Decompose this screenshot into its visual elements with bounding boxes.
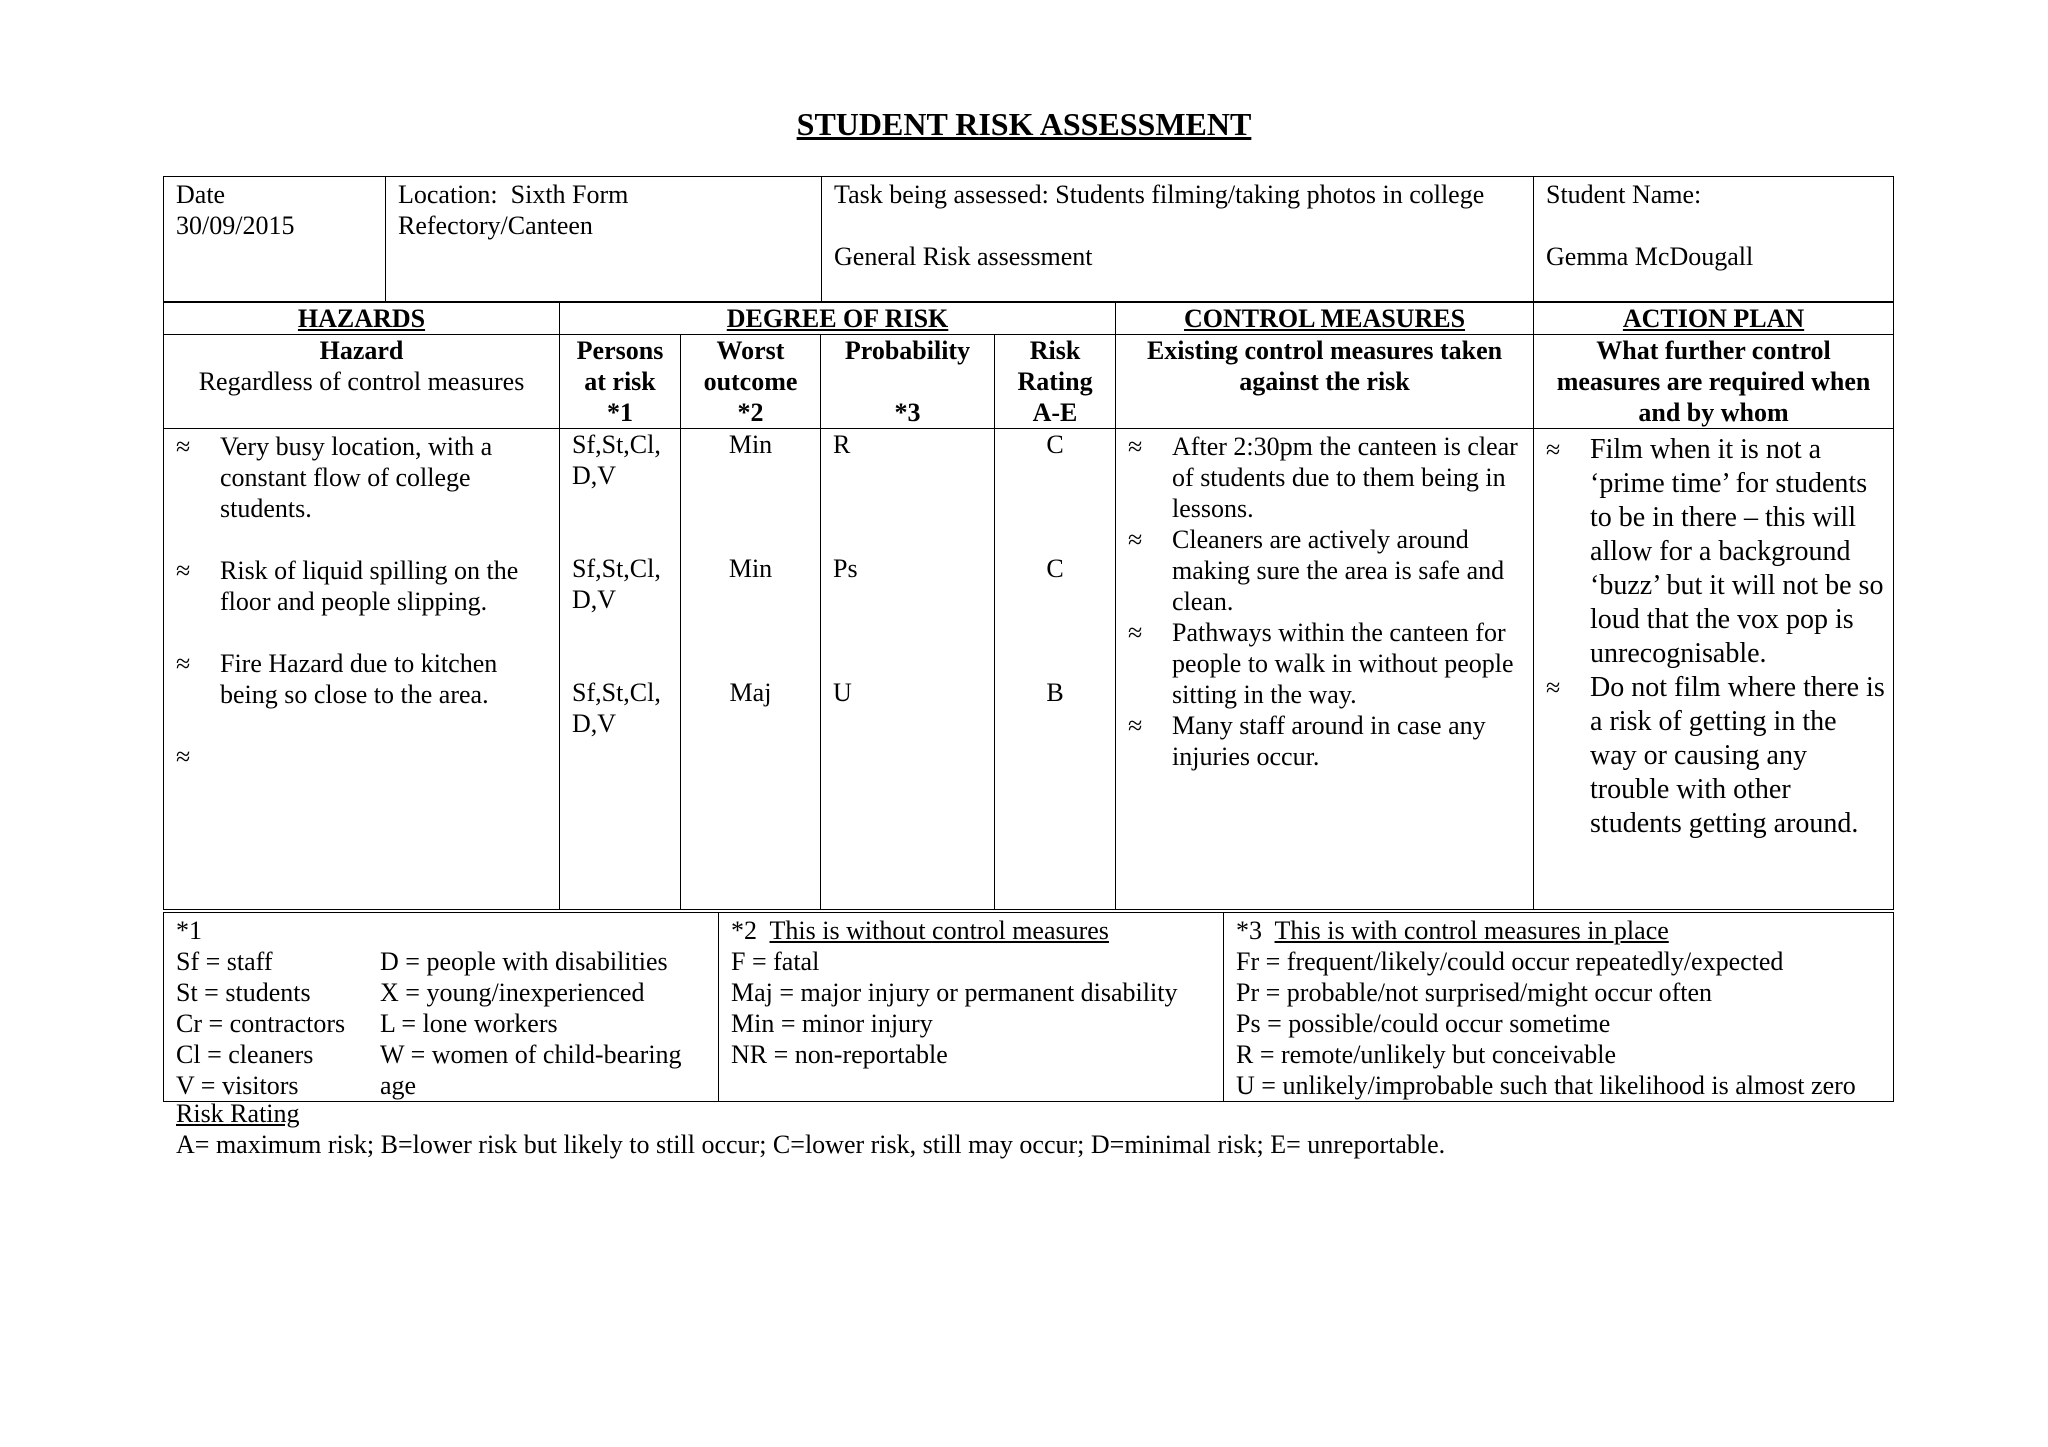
key1-item: W = women of child-bearing bbox=[380, 1040, 682, 1069]
location-label: Location: Sixth Form bbox=[398, 180, 629, 209]
col-hazard-sub: Regardless of control measures bbox=[198, 367, 525, 396]
section-degree-of-risk: DEGREE OF RISK bbox=[560, 303, 1116, 335]
col-worst-l3: *2 bbox=[737, 398, 764, 427]
key3-item: R = remote/unlikely but conceivable bbox=[1236, 1040, 1616, 1069]
key1-title: *1 bbox=[176, 916, 202, 945]
key2-item: F = fatal bbox=[731, 947, 820, 976]
page-title: STUDENT RISK ASSESSMENT bbox=[796, 106, 1252, 142]
bullet-icon: ≈ bbox=[176, 742, 191, 771]
bullet-icon: ≈ bbox=[1128, 618, 1143, 647]
key3-title: *3 bbox=[1236, 916, 1262, 945]
worst-value: Maj bbox=[729, 678, 772, 707]
control-item bbox=[1126, 617, 1525, 710]
worst-outcome-cell bbox=[681, 429, 821, 910]
section-hazards: HAZARDS bbox=[164, 303, 560, 335]
col-action-l3: and by whom bbox=[1638, 398, 1789, 427]
risk-rating-key bbox=[176, 1098, 1445, 1160]
risk-table bbox=[163, 302, 1894, 910]
col-control-l1: Existing control measures taken bbox=[1146, 336, 1503, 365]
student-value: Gemma McDougall bbox=[1546, 242, 1754, 271]
date-cell bbox=[164, 177, 386, 302]
col-probability bbox=[821, 335, 995, 429]
probability-value: U bbox=[833, 678, 852, 707]
key1-item: X = young/inexperienced bbox=[380, 978, 645, 1007]
control-text: Many staff around in case any injuries occur. bbox=[1172, 711, 1486, 771]
key1-item: V = visitors bbox=[176, 1071, 299, 1100]
col-persons-l3: *1 bbox=[607, 398, 633, 427]
probability-cell bbox=[821, 429, 995, 910]
bullet-icon: ≈ bbox=[176, 556, 191, 585]
worst-value: Min bbox=[728, 430, 773, 459]
key3-item: Ps = possible/could occur sometime bbox=[1236, 1009, 1611, 1038]
persons-value: Sf,St,Cl, D,V bbox=[572, 678, 661, 738]
hazard-list bbox=[164, 429, 560, 910]
key-persons bbox=[164, 913, 719, 1102]
persons-value: Sf,St,Cl, D,V bbox=[572, 430, 661, 490]
action-item bbox=[1544, 433, 1885, 671]
task-cell bbox=[822, 177, 1534, 302]
key2-item: Min = minor injury bbox=[731, 1009, 933, 1038]
info-table bbox=[163, 176, 1894, 302]
persons-value: Sf,St,Cl, D,V bbox=[572, 554, 661, 614]
control-item bbox=[1126, 431, 1525, 524]
risk-rating-cell bbox=[995, 429, 1116, 910]
bullet-icon: ≈ bbox=[1546, 435, 1561, 464]
control-text: Cleaners are actively around making sure the area is safe and clean. bbox=[1172, 525, 1505, 616]
section-action-plan: ACTION PLAN bbox=[1534, 303, 1894, 335]
key1-item: Sf = staff bbox=[176, 947, 273, 976]
control-text: Pathways within the canteen for people to walk in without people sitting in the way. bbox=[1172, 618, 1514, 709]
action-text: Do not film where there is a risk of getting in the way or causing any trouble with other students getting around. bbox=[1590, 672, 1885, 839]
location-cell bbox=[386, 177, 822, 302]
key1-item: Cl = cleaners bbox=[176, 1040, 314, 1069]
section-control-measures: CONTROL MEASURES bbox=[1116, 303, 1534, 335]
control-text: After 2:30pm the canteen is clear of students due to them being in lessons. bbox=[1172, 432, 1518, 523]
col-prob-l3: *3 bbox=[894, 398, 921, 427]
hazard-item bbox=[174, 431, 547, 524]
hazard-text: Very busy location, with a constant flow of college students. bbox=[220, 432, 493, 523]
bullet-icon: ≈ bbox=[1128, 525, 1143, 554]
col-control bbox=[1116, 335, 1534, 429]
probability-value: R bbox=[833, 430, 851, 459]
rating-value: C bbox=[1046, 554, 1064, 583]
probability-value: Ps bbox=[833, 554, 858, 583]
hazard-text: Fire Hazard due to kitchen being so close to the area. bbox=[220, 649, 498, 709]
control-item bbox=[1126, 524, 1525, 617]
bullet-icon: ≈ bbox=[1128, 432, 1143, 461]
hazard-item bbox=[174, 555, 547, 617]
action-text: Film when it is not a ‘prime time’ for students to be in there – this will allow for a background ‘buzz’ but it will not be so loud that the vox pop is unrecognisable. bbox=[1590, 434, 1884, 669]
key3-heading: This is with control measures in place bbox=[1274, 916, 1669, 945]
student-cell bbox=[1534, 177, 1894, 302]
key2-title: *2 bbox=[731, 916, 757, 945]
key2-item: Maj = major injury or permanent disability bbox=[731, 978, 1178, 1007]
date-label: Date bbox=[176, 180, 226, 209]
col-persons-l1: Persons bbox=[576, 336, 664, 365]
col-worst-l2: outcome bbox=[703, 367, 798, 396]
bullet-icon: ≈ bbox=[176, 432, 191, 461]
key-table bbox=[163, 912, 1894, 1102]
key1-right bbox=[380, 946, 682, 1101]
key-worst-outcome bbox=[719, 913, 1224, 1102]
col-action bbox=[1534, 335, 1894, 429]
key-probability bbox=[1224, 913, 1894, 1102]
task-label: Task being assessed: Students filming/taking photos in college bbox=[834, 180, 1485, 209]
action-plan-list bbox=[1534, 429, 1894, 910]
location-value: Refectory/Canteen bbox=[398, 211, 593, 240]
key3-item: U = unlikely/improbable such that likelihood is almost zero bbox=[1236, 1071, 1856, 1100]
col-persons-l2: at risk bbox=[584, 367, 656, 396]
date-value: 30/09/2015 bbox=[176, 211, 295, 240]
col-worst-l1: Worst bbox=[716, 336, 785, 365]
key1-left bbox=[176, 946, 380, 1101]
key3-item: Pr = probable/not surprised/might occur often bbox=[1236, 978, 1713, 1007]
key1-item: L = lone workers bbox=[380, 1009, 558, 1038]
hazard-text bbox=[220, 741, 547, 772]
control-measures-list bbox=[1116, 429, 1534, 910]
risk-rating-text: A= maximum risk; B=lower risk but likely to still occur; C=lower risk, still may occur; D=minimal risk; E= unreportable. bbox=[176, 1130, 1446, 1159]
rating-value: B bbox=[1046, 678, 1064, 707]
task-value: General Risk assessment bbox=[834, 242, 1093, 271]
worst-value: Min bbox=[728, 554, 773, 583]
col-rating-l1: Risk bbox=[1029, 336, 1081, 365]
col-hazard-title: Hazard bbox=[319, 336, 404, 365]
student-label: Student Name: bbox=[1546, 180, 1702, 209]
col-hazard bbox=[164, 335, 560, 429]
col-persons bbox=[560, 335, 681, 429]
col-rating bbox=[995, 335, 1116, 429]
key2-heading: This is without control measures bbox=[769, 916, 1109, 945]
key1-item: age bbox=[380, 1071, 417, 1100]
control-item bbox=[1126, 710, 1525, 772]
action-item bbox=[1544, 671, 1885, 841]
hazard-text: Risk of liquid spilling on the floor and people slipping. bbox=[220, 556, 519, 616]
key1-item: St = students bbox=[176, 978, 311, 1007]
col-prob-l1: Probability bbox=[844, 336, 971, 365]
col-action-l2: measures are required when bbox=[1556, 367, 1871, 396]
col-rating-l2: Rating bbox=[1017, 367, 1093, 396]
key3-item: Fr = frequent/likely/could occur repeatedly/expected bbox=[1236, 947, 1784, 976]
rating-value: C bbox=[1046, 430, 1064, 459]
bullet-icon: ≈ bbox=[176, 649, 191, 678]
key1-item: Cr = contractors bbox=[176, 1009, 346, 1038]
key2-item: NR = non-reportable bbox=[731, 1040, 948, 1069]
hazard-item bbox=[174, 741, 547, 772]
col-worst bbox=[681, 335, 821, 429]
key1-item: D = people with disabilities bbox=[380, 947, 668, 976]
col-action-l1: What further control bbox=[1596, 336, 1831, 365]
risk-rating-heading: Risk Rating bbox=[176, 1099, 300, 1128]
col-rating-l3: A-E bbox=[1032, 398, 1078, 427]
hazard-item bbox=[174, 648, 547, 710]
bullet-icon: ≈ bbox=[1128, 711, 1143, 740]
col-control-l2: against the risk bbox=[1239, 367, 1410, 396]
bullet-icon: ≈ bbox=[1546, 673, 1561, 702]
persons-at-risk-cell bbox=[560, 429, 681, 910]
